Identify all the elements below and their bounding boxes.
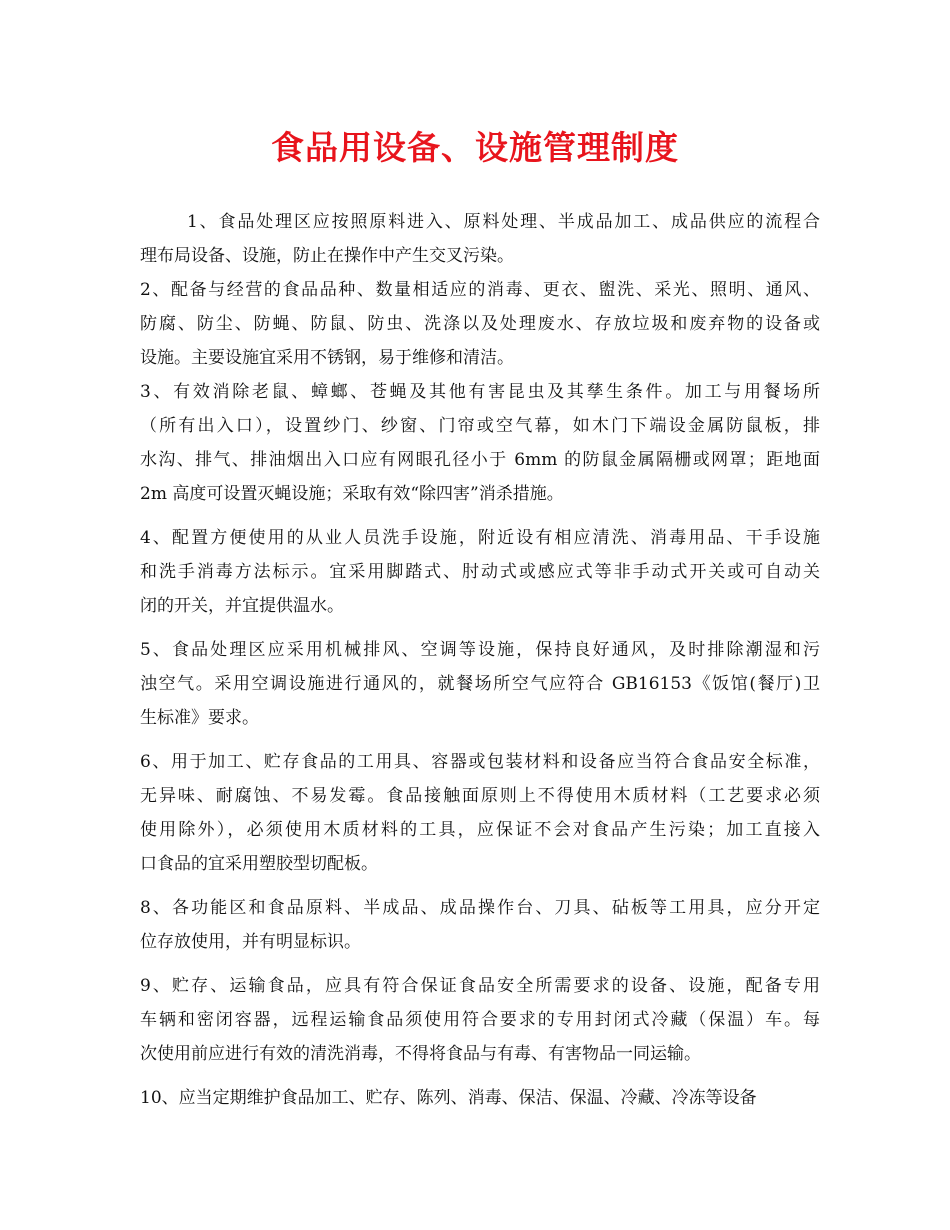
document-title: 食品用设备、设施管理制度 [271, 128, 679, 167]
paragraph-line: 浊空气。采用空调设施进行通风的，就餐场所空气应符合 GB16153《饭馆(餐厅)卫 [140, 674, 820, 694]
paragraph-line: 水沟、排气、排油烟出入口应有网眼孔径小于 6mm 的防鼠金属隔栅或网罩；距地面 [140, 450, 820, 470]
paragraph-line: 无异味、耐腐蚀、不易发霉。食品接触面原则上不得使用木质材料（工艺要求必须 [140, 786, 820, 806]
paragraph-line: 3、有效消除老鼠、蟑螂、苍蝇及其他有害昆虫及其孳生条件。加工与用餐场所 [140, 382, 820, 402]
paragraph-line: 位存放使用，并有明显标识。 [140, 932, 361, 952]
paragraph-line: 使用除外），必须使用木质材料的工具，应保证不会对食品产生污染；加工直接入 [140, 820, 820, 840]
paragraph-line: 5、食品处理区应采用机械排风、空调等设施，保持良好通风，及时排除潮湿和污 [140, 640, 820, 660]
paragraph-line: 口食品的宜采用塑胶型切配板。 [140, 854, 378, 874]
paragraph-line: 9、贮存、运输食品，应具有符合保证食品安全所需要求的设备、设施，配备专用 [140, 976, 820, 996]
paragraph-line: 和洗手消毒方法标示。宜采用脚踏式、肘动式或感应式等非手动式开关或可自动关 [140, 562, 820, 582]
paragraph-line: 4、配置方便使用的从业人员洗手设施，附近设有相应清洗、消毒用品、干手设施 [140, 528, 820, 548]
paragraph-line: 8、各功能区和食品原料、半成品、成品操作台、刀具、砧板等工用具，应分开定 [140, 898, 820, 918]
paragraph-line: （所有出入口），设置纱门、纱窗、门帘或空气幕，如木门下端设金属防鼠板，排 [140, 416, 820, 436]
paragraph-line: 次使用前应进行有效的清洗消毒，不得将食品与有毒、有害物品一同运输。 [140, 1044, 701, 1064]
paragraph-line: 2、配备与经营的食品品种、数量相适应的消毒、更衣、盥洗、采光、照明、通风、 [140, 280, 820, 300]
paragraph-line: 生标准》要求。 [140, 708, 259, 728]
paragraph-line: 车辆和密闭容器，远程运输食品须使用符合要求的专用封闭式冷藏（保温）车。每 [140, 1010, 820, 1030]
paragraph-line: 1、食品处理区应按照原料进入、原料处理、半成品加工、成品供应的流程合 [187, 212, 820, 232]
paragraph-line: 防腐、防尘、防蝇、防鼠、防虫、洗涤以及处理废水、存放垃圾和废弃物的设备或 [140, 314, 820, 334]
paragraph-line: 2m 高度可设置灭蝇设施；采取有效“除四害”消杀措施。 [140, 484, 564, 504]
paragraph-line: 理布局设备、设施，防止在操作中产生交叉污染。 [140, 246, 514, 266]
paragraph-line: 6、用于加工、贮存食品的工用具、容器或包装材料和设备应当符合食品安全标准， [140, 752, 820, 772]
paragraph-line: 闭的开关，并宜提供温水。 [140, 596, 344, 616]
paragraph-line: 10、应当定期维护食品加工、贮存、陈列、消毒、保洁、保温、冷藏、冷冻等设备 [140, 1088, 757, 1108]
paragraph-line: 设施。主要设施宜采用不锈钢，易于维修和清洁。 [140, 348, 514, 368]
